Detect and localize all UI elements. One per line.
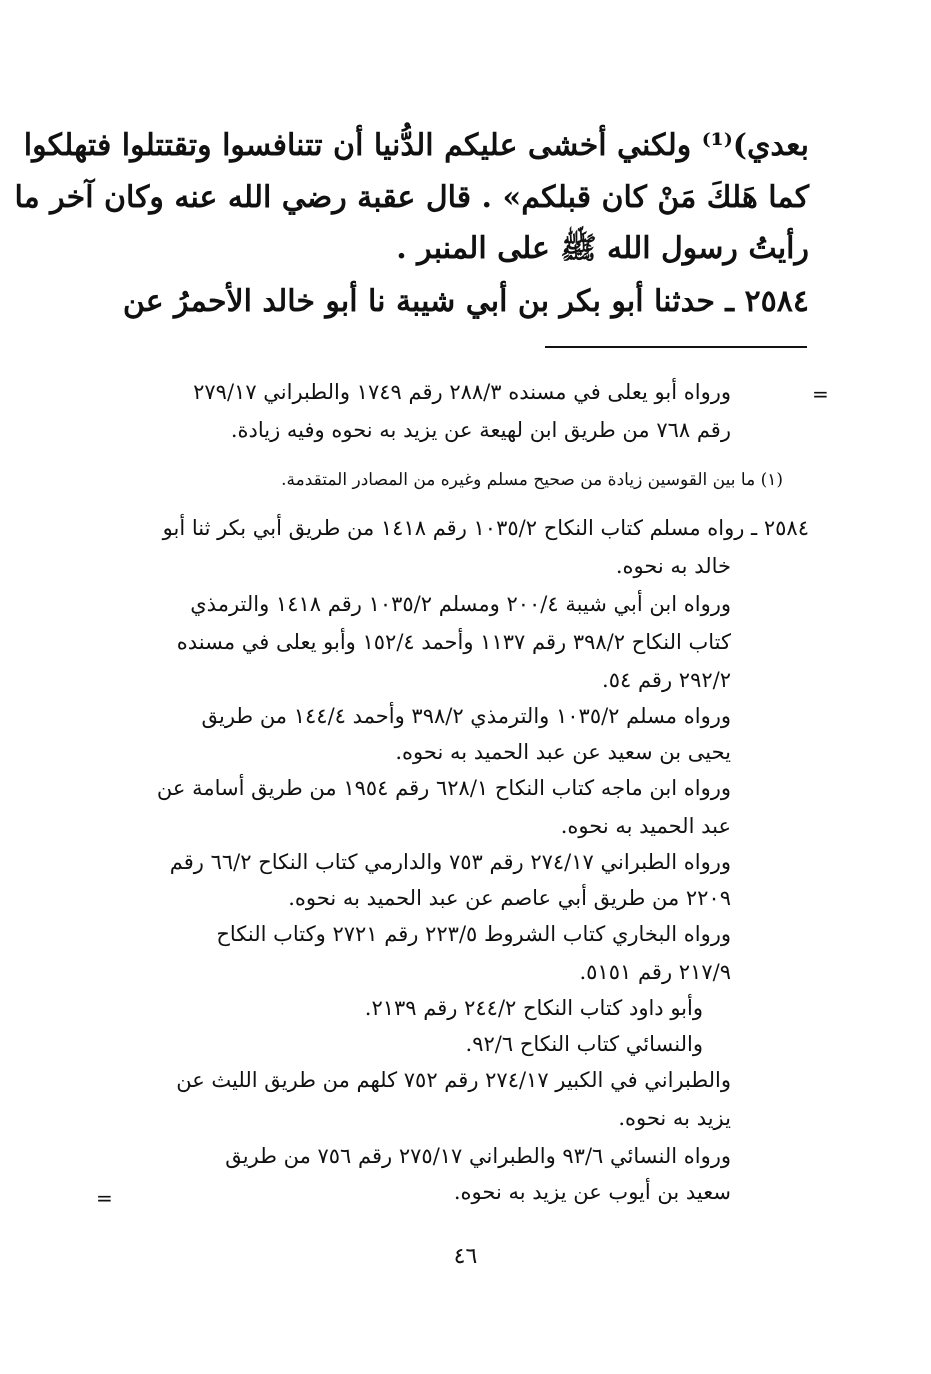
continuation-mark-top: = <box>812 382 829 406</box>
takhrij-line-2: خالد به نحوه. <box>615 554 731 578</box>
takhrij-line-13: ٢١٧/٩ رقم ٥١٥١. <box>579 960 731 984</box>
takhrij-line-6: ورواه مسلم ١٠٣٥/٢ والترمذي ٣٩٨/٢ وأحمد ١٤٤/٤ من طريق <box>201 704 731 728</box>
takhrij-line-8: ورواه ابن ماجه كتاب النكاح ٦٢٨/١ رقم ١٩٥٤ من طريق أسامة عن <box>156 776 731 800</box>
continuation-mark-bottom: = <box>96 1186 113 1210</box>
main-text-line-2: كما هَلكَ مَنْ كان قبلكم» . قال عقبة رضي الله عنه وكان آخر ما <box>14 180 809 215</box>
takhrij-line-14: وأبو داود كتاب النكاح ٢٤٤/٢ رقم ٢١٣٩. <box>364 996 703 1020</box>
takhrij-line-12: ورواه البخاري كتاب الشروط ٢٢٣/٥ رقم ٢٧٢١ وكتاب النكاح <box>216 922 731 946</box>
footnote-1: (١) ما بين القوسين زيادة من صحيح مسلم وغيره من المصادر المتقدمة. <box>281 470 783 490</box>
footnote-continued-line-2: رقم ٧٦٨ من طريق ابن لهيعة عن يزيد به نحوه وفيه زيادة. <box>230 418 731 442</box>
main-text-line-1: بعدي)⁽¹⁾ ولكني أخشى عليكم الدُّنيا أن تتنافسوا وتقتتلوا فتهلكوا <box>23 128 809 163</box>
takhrij-line-10: ورواه الطبراني ٢٧٤/١٧ رقم ٧٥٣ والدارمي كتاب النكاح ٦٦/٢ رقم <box>169 850 731 874</box>
takhrij-line-19: سعيد بن أيوب عن يزيد به نحوه. <box>453 1180 731 1204</box>
page-number: ٤٦ <box>453 1244 478 1269</box>
takhrij-line-18: ورواه النسائي ٩٣/٦ والطبراني ٢٧٥/١٧ رقم ٧٥٦ من طريق <box>225 1144 731 1168</box>
takhrij-line-17: يزيد به نحوه. <box>618 1106 731 1130</box>
takhrij-line-1: ٢٥٨٤ ـ رواه مسلم كتاب النكاح ١٠٣٥/٢ رقم ١٤١٨ من طريق أبي بكر ثنا أبو <box>162 516 809 540</box>
takhrij-line-4: كتاب النكاح ٣٩٨/٢ رقم ١١٣٧ وأحمد ١٥٢/٤ وأبو يعلى في مسنده <box>176 630 731 654</box>
hadith-2584-header: ٢٥٨٤ ـ حدثنا أبو بكر بن أبي شيبة نا أبو خالد الأحمرُ عن <box>122 284 809 319</box>
takhrij-line-5: ٢٩٢/٢ رقم ٥٤. <box>602 668 731 692</box>
footnote-continued-line-1: ورواه أبو يعلى في مسنده ٢٨٨/٣ رقم ١٧٤٩ والطبراني ٢٧٩/١٧ <box>193 380 731 404</box>
takhrij-line-7: يحيى بن سعيد عن عبد الحميد به نحوه. <box>395 740 731 764</box>
takhrij-line-15: والنسائي كتاب النكاح ٩٢/٦. <box>465 1032 703 1056</box>
footnote-separator <box>545 346 807 348</box>
takhrij-line-16: والطبراني في الكبير ٢٧٤/١٧ رقم ٧٥٢ كلهم من طريق الليث عن <box>176 1068 731 1092</box>
main-text-line-3: رأيتُ رسول الله ﷺ على المنبر . <box>396 231 809 266</box>
takhrij-line-9: عبد الحميد به نحوه. <box>560 814 731 838</box>
takhrij-line-3: ورواه ابن أبي شيبة ٢٠٠/٤ ومسلم ١٠٣٥/٢ رقم ١٤١٨ والترمذي <box>190 592 731 616</box>
takhrij-line-11: ٢٢٠٩ من طريق أبي عاصم عن عبد الحميد به نحوه. <box>288 886 731 910</box>
